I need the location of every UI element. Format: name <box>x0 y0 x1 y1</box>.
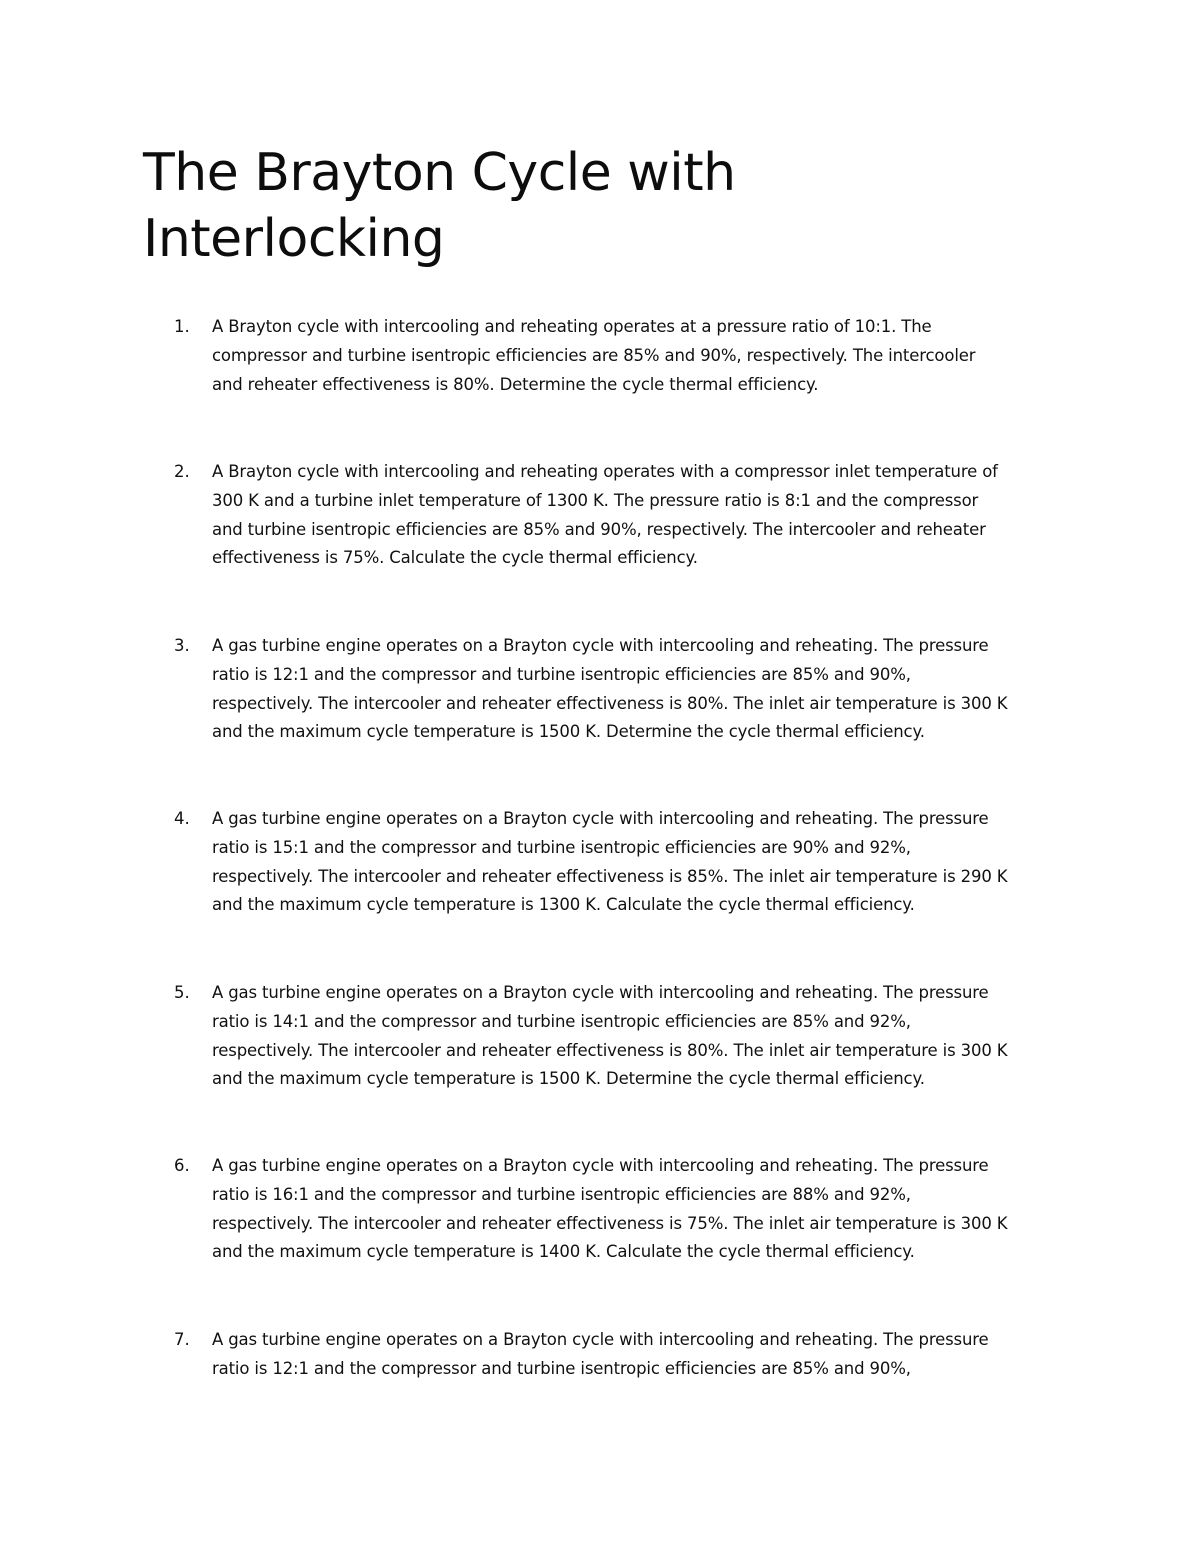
problem-number: 2. <box>174 462 190 481</box>
problem-line: and turbine isentropic efficiencies are 85% and 90%, respectively. The intercooler and reheater <box>212 519 986 539</box>
problem-line: and reheater effectiveness is 80%. Determine the cycle thermal efficiency. <box>212 374 819 394</box>
problem-number: 7. <box>174 1330 190 1349</box>
problem-line: A Brayton cycle with intercooling and reheating operates at a pressure ratio of 10:1. The <box>212 317 932 336</box>
problem-text <box>212 458 1062 573</box>
problem-line: and the maximum cycle temperature is 1500 K. Determine the cycle thermal efficiency. <box>212 1069 925 1089</box>
problem-number: 4. <box>174 809 190 828</box>
problem-line: A gas turbine engine operates on a Brayton cycle with intercooling and reheating. The pressure <box>212 1330 989 1349</box>
problem-line: A gas turbine engine operates on a Brayton cycle with intercooling and reheating. The pressure <box>212 1156 989 1175</box>
problem-text <box>212 805 1062 920</box>
problem-number: 6. <box>174 1156 190 1175</box>
problem-number: 1. <box>174 317 190 336</box>
problem-line: A Brayton cycle with intercooling and reheating operates with a compressor inlet temperature of <box>212 462 998 481</box>
page-title-line-2: Interlocking <box>143 209 445 269</box>
problem-text <box>212 979 1062 1094</box>
problem-line: ratio is 16:1 and the compressor and turbine isentropic efficiencies are 88% and 92%, <box>212 1184 911 1204</box>
problem-text <box>212 313 1062 399</box>
problem-line: ratio is 15:1 and the compressor and turbine isentropic efficiencies are 90% and 92%, <box>212 837 911 857</box>
problem-line: and the maximum cycle temperature is 1400 K. Calculate the cycle thermal efficiency. <box>212 1242 915 1262</box>
problem-line: respectively. The intercooler and reheater effectiveness is 80%. The inlet air temperature is 300 K <box>212 1040 1008 1060</box>
problem-number: 3. <box>174 636 190 655</box>
problem-line: effectiveness is 75%. Calculate the cycle thermal efficiency. <box>212 548 698 568</box>
problem-line: respectively. The intercooler and reheater effectiveness is 75%. The inlet air temperature is 300 K <box>212 1213 1008 1233</box>
problem-number: 5. <box>174 983 190 1002</box>
problem-line: ratio is 14:1 and the compressor and turbine isentropic efficiencies are 85% and 92%, <box>212 1011 911 1031</box>
problem-line: respectively. The intercooler and reheater effectiveness is 85%. The inlet air temperature is 290 K <box>212 866 1008 886</box>
problem-line: and the maximum cycle temperature is 1500 K. Determine the cycle thermal efficiency. <box>212 722 925 742</box>
problem-line: respectively. The intercooler and reheater effectiveness is 80%. The inlet air temperature is 300 K <box>212 693 1008 713</box>
problem-line: ratio is 12:1 and the compressor and turbine isentropic efficiencies are 85% and 90%, <box>212 664 911 684</box>
problem-line: 300 K and a turbine inlet temperature of 1300 K. The pressure ratio is 8:1 and the compressor <box>212 490 979 510</box>
problem-text <box>212 632 1062 747</box>
problem-text <box>212 1326 1062 1384</box>
page-title <box>143 140 1043 272</box>
problem-line: A gas turbine engine operates on a Brayton cycle with intercooling and reheating. The pressure <box>212 809 989 828</box>
problem-text <box>212 1152 1062 1267</box>
problem-line: and the maximum cycle temperature is 1300 K. Calculate the cycle thermal efficiency. <box>212 895 915 915</box>
problem-line: ratio is 12:1 and the compressor and turbine isentropic efficiencies are 85% and 90%, <box>212 1358 911 1378</box>
problem-line: A gas turbine engine operates on a Brayton cycle with intercooling and reheating. The pressure <box>212 983 989 1002</box>
problem-line: compressor and turbine isentropic efficiencies are 85% and 90%, respectively. The intercooler <box>212 345 976 365</box>
problem-line: A gas turbine engine operates on a Brayton cycle with intercooling and reheating. The pressure <box>212 636 989 655</box>
page-title-line-1: The Brayton Cycle with <box>143 143 736 203</box>
